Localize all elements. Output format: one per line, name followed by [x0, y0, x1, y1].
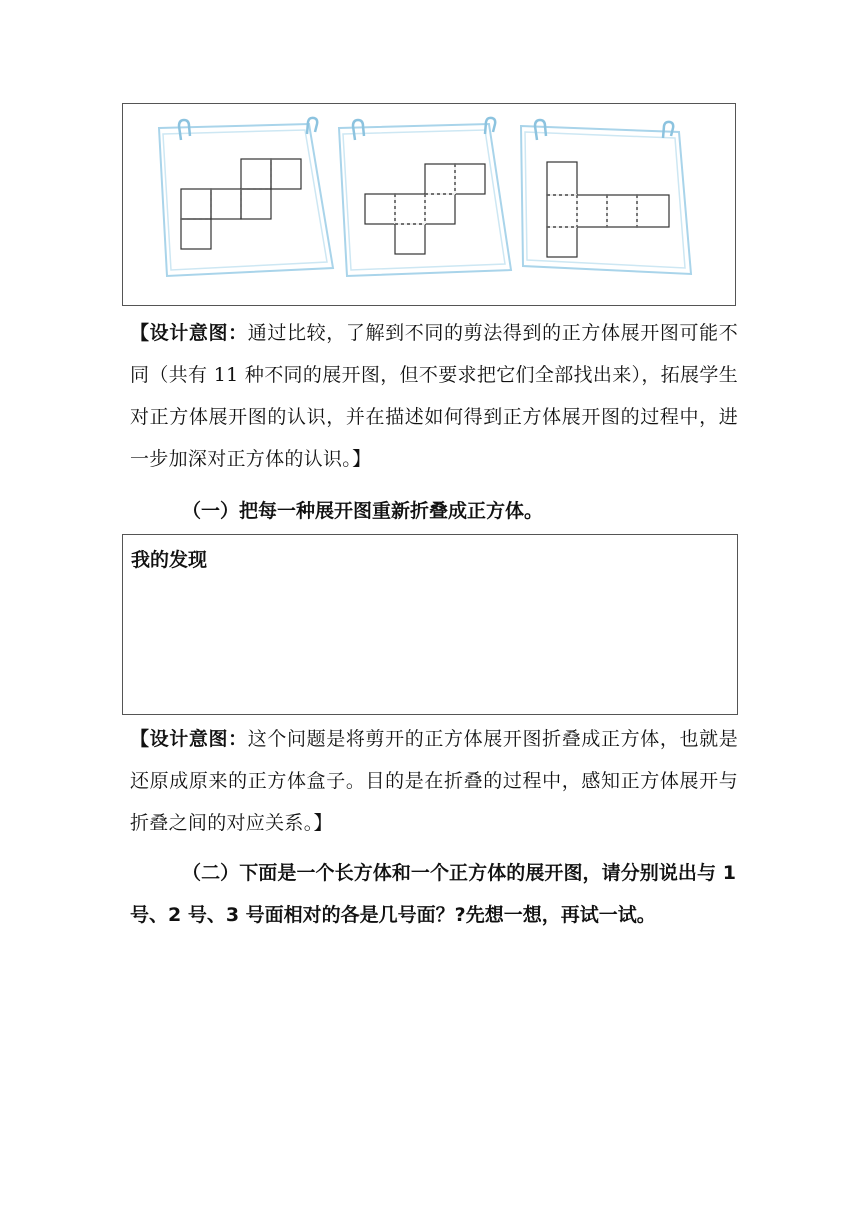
design-intent-text: 通过比较，了解到不同的剪法得到的正方体展开图可能不同（共有 11 种不同的展开图，但不要求把它们全部找出来），拓展学生对正方体展开图的认识，并在描述如何得到正方体展开图的过程中，进一步加深对正方体的认识。】 [130, 322, 738, 470]
note-card-2 [339, 118, 511, 276]
design-intent-label: 【设计意图： [130, 322, 248, 344]
cube-nets-illustration [123, 104, 737, 307]
cube-nets-figure-box [122, 103, 736, 306]
section-1-heading: （一）把每一种展开图重新折叠成正方体。 [182, 500, 544, 522]
findings-label: 我的发现 [131, 549, 208, 571]
design-intent-paragraph-2 [130, 718, 738, 844]
design-intent-paragraph-1 [130, 312, 738, 480]
note-card-3 [521, 120, 691, 274]
section-2-heading: （二）下面是一个长方体和一个正方体的展开图，请分别说出与 1 号、2 号、3 号面相对的各是几号面？?先想一想，再试一试。 [130, 862, 736, 926]
design-intent-text: 这个问题是将剪开的正方体展开图折叠成正方体，也就是还原成原来的正方体盒子。目的是在折叠的过程中，感知正方体展开与折叠之间的对应关系。】 [130, 728, 738, 834]
note-card-1 [159, 118, 333, 276]
design-intent-label: 【设计意图： [130, 728, 248, 750]
findings-box[interactable] [122, 534, 738, 715]
